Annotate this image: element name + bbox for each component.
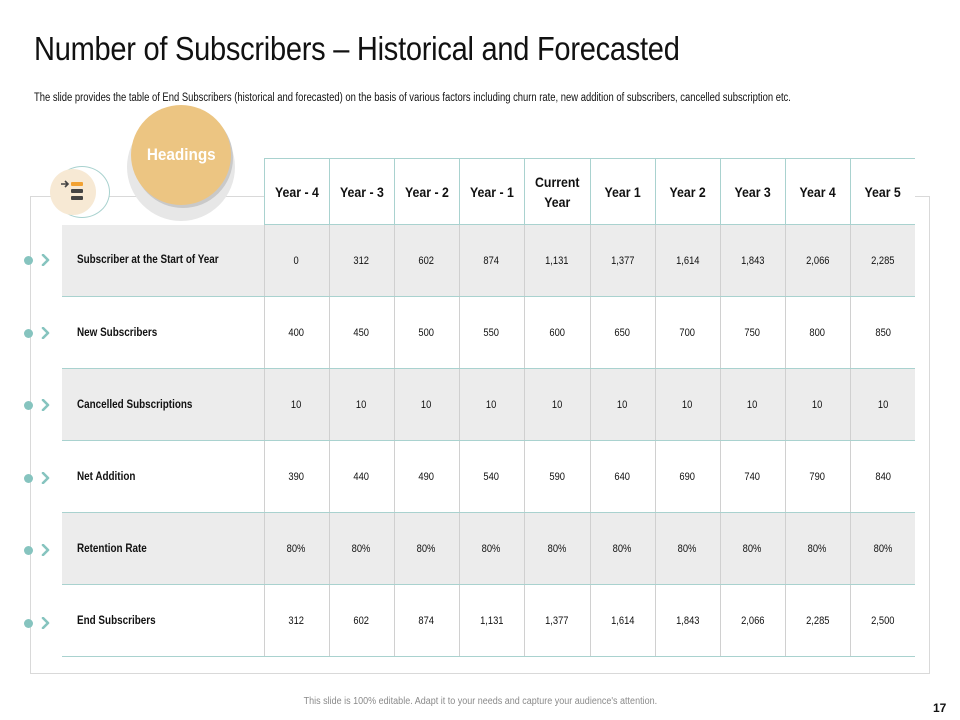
row-label (62, 297, 264, 369)
cell-value: 10 (421, 398, 432, 411)
table-cell (394, 225, 459, 297)
row-label (62, 369, 264, 441)
column-header (655, 159, 720, 225)
cell-value: 1,131 (479, 614, 504, 627)
slide-subtitle: The slide provides the table of End Subscribers (historical and forecasted) on the basis of various factors including churn rate, new addition of subscribers, cancelled subscription etc. (34, 92, 791, 104)
cell-value: 390 (288, 470, 305, 483)
cell-value: 640 (614, 470, 631, 483)
cell-value: 10 (486, 398, 497, 411)
table-cell (850, 297, 915, 369)
column-header (785, 159, 850, 225)
cell-value: 80% (613, 542, 632, 555)
cell-value: 80% (287, 542, 306, 555)
cell-value: 790 (809, 470, 826, 483)
table-cell (655, 513, 720, 585)
table-row (62, 513, 915, 585)
table-cell (785, 585, 850, 657)
column-header (264, 159, 329, 225)
row-label (62, 225, 264, 297)
cell-value: 10 (291, 398, 302, 411)
table-cell (850, 513, 915, 585)
column-header (850, 159, 915, 225)
cell-value: 700 (679, 326, 696, 339)
dot-chevron-icon (24, 616, 56, 630)
table-cell (850, 585, 915, 657)
row-label-text: Subscriber at the Start of Year (77, 254, 219, 267)
cell-value: 2,500 (871, 614, 895, 627)
cell-value: 0 (293, 254, 300, 267)
table-cell (329, 369, 394, 441)
page-number: 17 (933, 701, 947, 715)
table-cell (655, 585, 720, 657)
cell-value: 450 (353, 326, 370, 339)
table-cell (329, 225, 394, 297)
table-cell (329, 513, 394, 585)
table-cell (459, 513, 524, 585)
cell-value: 312 (288, 614, 305, 627)
column-header-label: Year 2 (669, 183, 706, 200)
column-header-label: Year 5 (864, 183, 901, 200)
column-header (459, 159, 524, 225)
table-cell (524, 513, 590, 585)
table-cell (655, 297, 720, 369)
table-cell (720, 513, 785, 585)
table-cell (590, 225, 655, 297)
table-row (62, 369, 915, 441)
table-cell (264, 441, 329, 513)
cell-value: 650 (614, 326, 631, 339)
table-cell (655, 441, 720, 513)
table-cell (785, 369, 850, 441)
headings-label: Headings (146, 145, 216, 164)
cell-value: 10 (617, 398, 628, 411)
dot-chevron-icon (24, 253, 56, 267)
cell-value: 80% (808, 542, 827, 555)
row-label (62, 585, 264, 657)
slide-title: Number of Subscribers – Historical and Forecasted (34, 30, 680, 67)
table-cell (264, 369, 329, 441)
column-header-label: Year - 2 (404, 183, 449, 200)
cell-value: 80% (678, 542, 697, 555)
dot-chevron-icon (24, 543, 56, 557)
table-cell (785, 441, 850, 513)
table-cell (785, 297, 850, 369)
table-cell (459, 225, 524, 297)
column-header-label: Year - 4 (274, 183, 319, 200)
table-cell (394, 369, 459, 441)
column-header-label: Year - 1 (469, 183, 514, 200)
cell-value: 600 (549, 326, 565, 339)
cell-value: 874 (483, 254, 500, 267)
cell-value: 602 (353, 614, 370, 627)
cell-value: 500 (418, 326, 435, 339)
cell-value: 440 (353, 470, 370, 483)
column-header (394, 159, 459, 225)
table-cell (394, 441, 459, 513)
dot-chevron-icon (24, 326, 56, 340)
table-body (62, 225, 915, 657)
table-cell (850, 369, 915, 441)
cell-value: 1,131 (545, 254, 569, 267)
table-cell (329, 297, 394, 369)
cell-value: 312 (353, 254, 370, 267)
table-cell (524, 369, 590, 441)
table-cell (264, 585, 329, 657)
cell-value: 10 (356, 398, 367, 411)
list-with-arrow-icon (50, 169, 96, 215)
column-header-label: Year 3 (734, 183, 771, 200)
table-cell (720, 441, 785, 513)
table-row (62, 441, 915, 513)
cell-value: 80% (743, 542, 762, 555)
column-header-label: Year 4 (799, 183, 836, 200)
table-cell (329, 585, 394, 657)
cell-value: 590 (549, 470, 565, 483)
table-cell (720, 585, 785, 657)
cell-value: 10 (747, 398, 758, 411)
cell-value: 2,285 (871, 254, 895, 267)
cell-value: 602 (418, 254, 435, 267)
cell-value: 80% (482, 542, 501, 555)
table-cell (394, 297, 459, 369)
table-cell (524, 297, 590, 369)
dot-chevron-icon (24, 398, 56, 412)
table-cell (264, 513, 329, 585)
table-cell (590, 441, 655, 513)
cell-value: 1,614 (610, 614, 635, 627)
cell-value: 874 (418, 614, 435, 627)
table-cell (264, 225, 329, 297)
table-cell (720, 369, 785, 441)
table-cell (394, 585, 459, 657)
table-cell (590, 513, 655, 585)
column-header (524, 159, 590, 225)
cell-value: 540 (483, 470, 500, 483)
table-cell (590, 585, 655, 657)
cell-value: 490 (418, 470, 435, 483)
table-cell (655, 225, 720, 297)
table-cell (524, 225, 590, 297)
cell-value: 1,843 (740, 254, 765, 267)
row-label-text: End Subscribers (77, 614, 156, 627)
row-label-text: Net Addition (77, 470, 136, 483)
table-cell (264, 297, 329, 369)
row-label-text: Cancelled Subscriptions (77, 398, 193, 411)
table-cell (785, 225, 850, 297)
row-label (62, 513, 264, 585)
cell-value: 840 (874, 470, 891, 483)
cell-value: 2,285 (805, 614, 830, 627)
cell-value: 10 (551, 398, 563, 411)
table-cell (459, 297, 524, 369)
table-cell (655, 369, 720, 441)
row-label-text: New Subscribers (77, 326, 158, 339)
row-label-text: Retention Rate (77, 542, 147, 555)
table-cell (850, 225, 915, 297)
subscribers-table (62, 158, 915, 657)
cell-value: 80% (547, 542, 567, 555)
table-cell (459, 585, 524, 657)
column-header-label: Year - 3 (339, 183, 384, 200)
cell-value: 690 (679, 470, 696, 483)
column-header (329, 159, 394, 225)
cell-value: 740 (744, 470, 761, 483)
cell-value: 2,066 (805, 254, 830, 267)
cell-value: 1,377 (545, 614, 569, 627)
column-header (590, 159, 655, 225)
table-cell (590, 297, 655, 369)
row-label (62, 441, 264, 513)
cell-value: 1,614 (675, 254, 700, 267)
cell-value: 850 (874, 326, 891, 339)
headings-badge (131, 105, 231, 205)
slide-footer: This slide is 100% editable. Adapt it to your needs and capture your audience's attention. (303, 696, 657, 707)
table-row (62, 297, 915, 369)
cell-value: 10 (812, 398, 823, 411)
table-row (62, 585, 915, 657)
cell-value: 550 (483, 326, 500, 339)
table-row (62, 225, 915, 297)
cell-value: 1,843 (675, 614, 700, 627)
cell-value: 80% (417, 542, 436, 555)
table-cell (329, 441, 394, 513)
table-cell (590, 369, 655, 441)
table-cell (720, 297, 785, 369)
table-cell (524, 585, 590, 657)
table-cell (524, 441, 590, 513)
cell-value: 1,377 (610, 254, 635, 267)
cell-value: 2,066 (740, 614, 765, 627)
table-cell (720, 225, 785, 297)
column-header-label: Year 1 (604, 183, 641, 200)
cell-value: 750 (744, 326, 761, 339)
cell-value: 10 (877, 398, 888, 411)
cell-value: 10 (682, 398, 693, 411)
cell-value: 400 (288, 326, 305, 339)
cell-value: 80% (873, 542, 893, 555)
table-cell (459, 441, 524, 513)
table-cell (785, 513, 850, 585)
cell-value: 80% (352, 542, 371, 555)
column-header-label: Current Year (534, 173, 580, 210)
column-header (720, 159, 785, 225)
table-cell (459, 369, 524, 441)
cell-value: 800 (809, 326, 826, 339)
dot-chevron-icon (24, 471, 56, 485)
table-cell (850, 441, 915, 513)
table-cell (394, 513, 459, 585)
